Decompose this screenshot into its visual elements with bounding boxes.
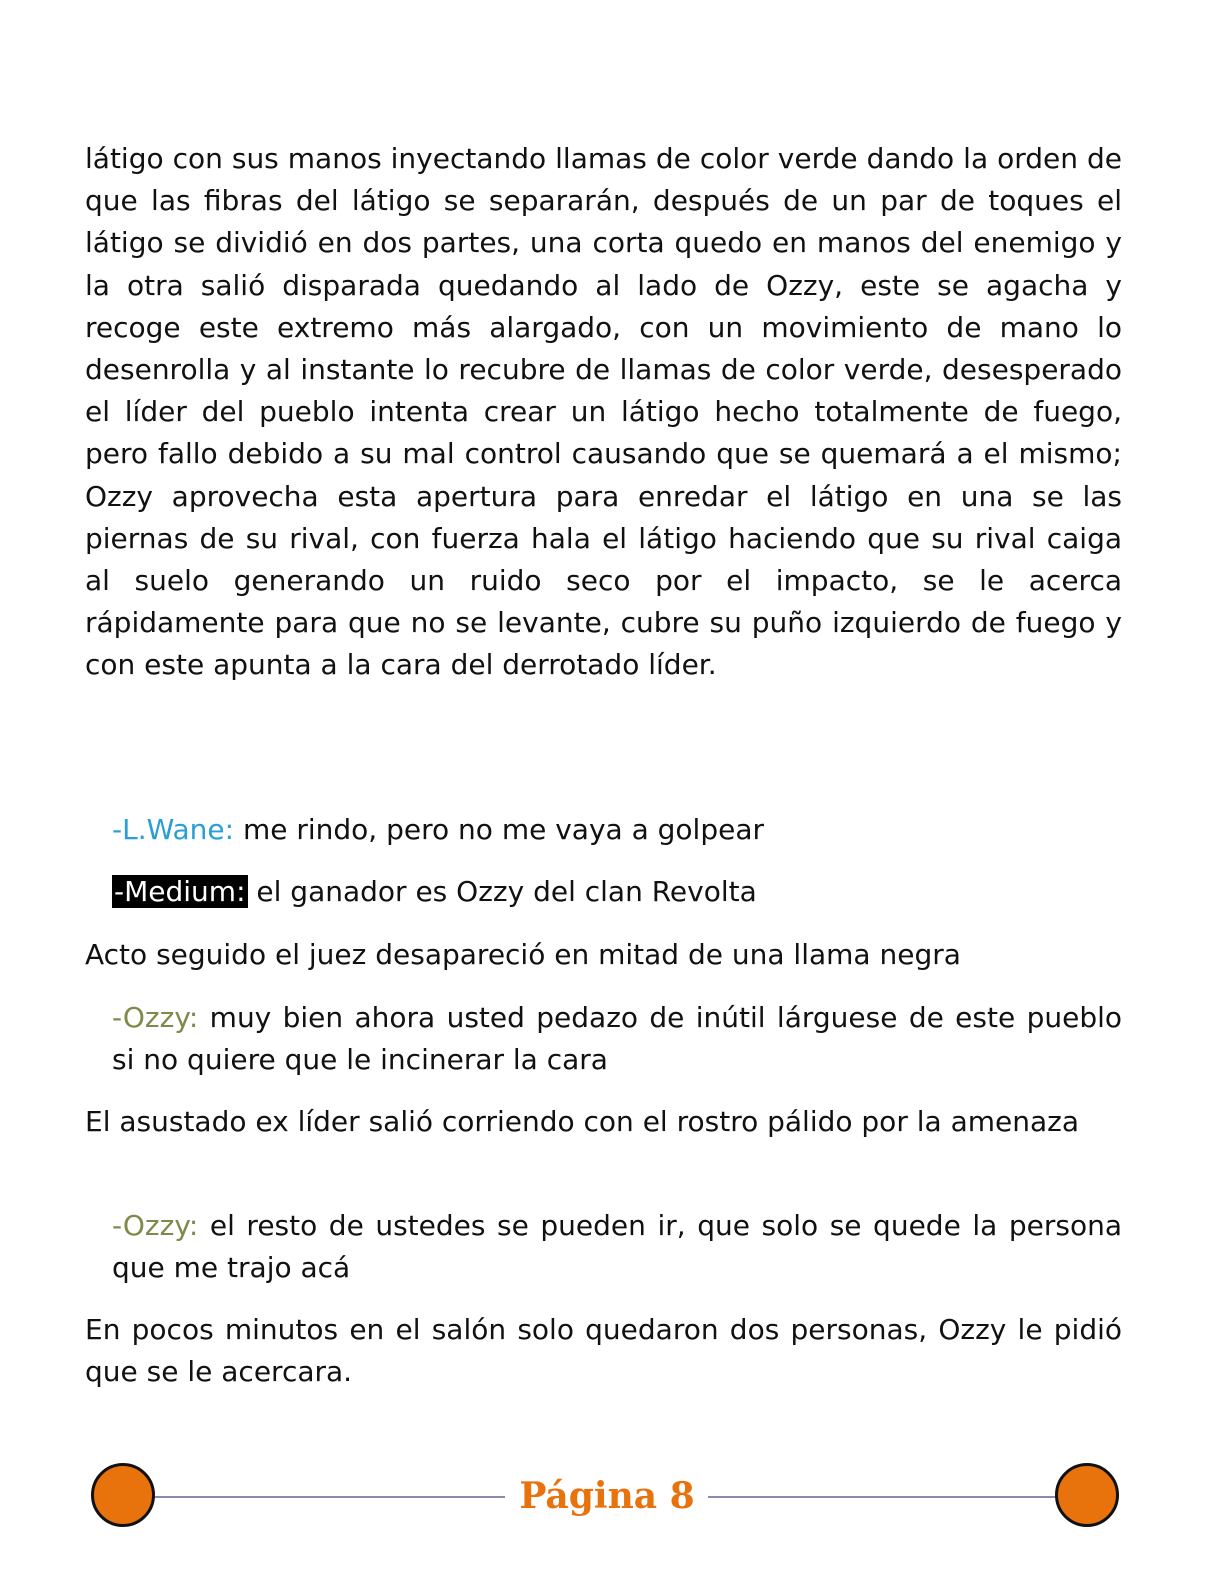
dialogue-line-ozzy-1 — [85, 997, 1122, 1081]
footer-divider — [708, 1496, 1058, 1498]
narration-line-leader — [85, 1101, 1122, 1143]
narration-text: En pocos minutos en el salón solo quedaron dos personas, Ozzy le pidió que se le acercara. — [85, 1313, 1122, 1388]
dialogue-text: me rindo, pero no me vaya a golpear — [234, 813, 764, 846]
speaker-lwane: -L.Wane: — [112, 813, 235, 846]
dialogue-text: el ganador es Ozzy del clan Revolta — [247, 875, 757, 908]
speaker-ozzy: -Ozzy: — [112, 1209, 199, 1242]
speaker-ozzy: -Ozzy: — [112, 1001, 199, 1034]
dialogue-line-lwane — [85, 809, 1122, 851]
dialogue-text: muy bien ahora usted pedazo de inútil lárguese de este pueblo si no quiere que le incinerar la cara — [112, 1001, 1122, 1076]
narration-text: El asustado ex líder salió corriendo con el rostro pálido por la amenaza — [85, 1105, 1079, 1138]
speaker-medium: -Medium: — [114, 875, 246, 908]
dialogue-line-medium — [85, 871, 1122, 913]
page-footer — [0, 1460, 1224, 1530]
narration-text: Acto seguido el juez desapareció en mitad de una llama negra — [85, 938, 961, 971]
dialogue-text: el resto de ustedes se pueden ir, que solo se quede la persona que me trajo acá — [112, 1209, 1122, 1284]
orange-circle-icon — [1055, 1463, 1119, 1527]
narrative-paragraph: látigo con sus manos inyectando llamas de color verde dando la orden de que las fibras del látigo se separarán, después de un par de toques el látigo se dividió en dos partes, una corta quedo en manos del enemigo y la otra salió disparada quedando al lado de Ozzy, este se agacha y recoge este extremo más alargado, con un movimiento de mano lo desenrolla y al instante lo recubre de llamas de color verde, desesperado el líder del pueblo intenta crear un látigo hecho totalmente de fuego, pero fallo debido a su mal control causando que se quemará a el mismo; Ozzy aprovecha esta apertura para enredar el látigo en una se las piernas de su rival, con fuerza hala el látigo haciendo que su rival caiga al suelo generando un ruido seco por el impacto, se le acerca rápidamente para que no se levante, cubre su puño izquierdo de fuego y con este apunta a la cara del derrotado líder. — [85, 142, 1122, 682]
narration-line-closing — [85, 1309, 1122, 1393]
dialogue-line-ozzy-2 — [85, 1205, 1122, 1289]
narration-line-judge — [85, 934, 1122, 976]
footer-divider — [155, 1496, 505, 1498]
orange-circle-icon — [91, 1463, 155, 1527]
page-number: Página 8 — [519, 1475, 695, 1517]
